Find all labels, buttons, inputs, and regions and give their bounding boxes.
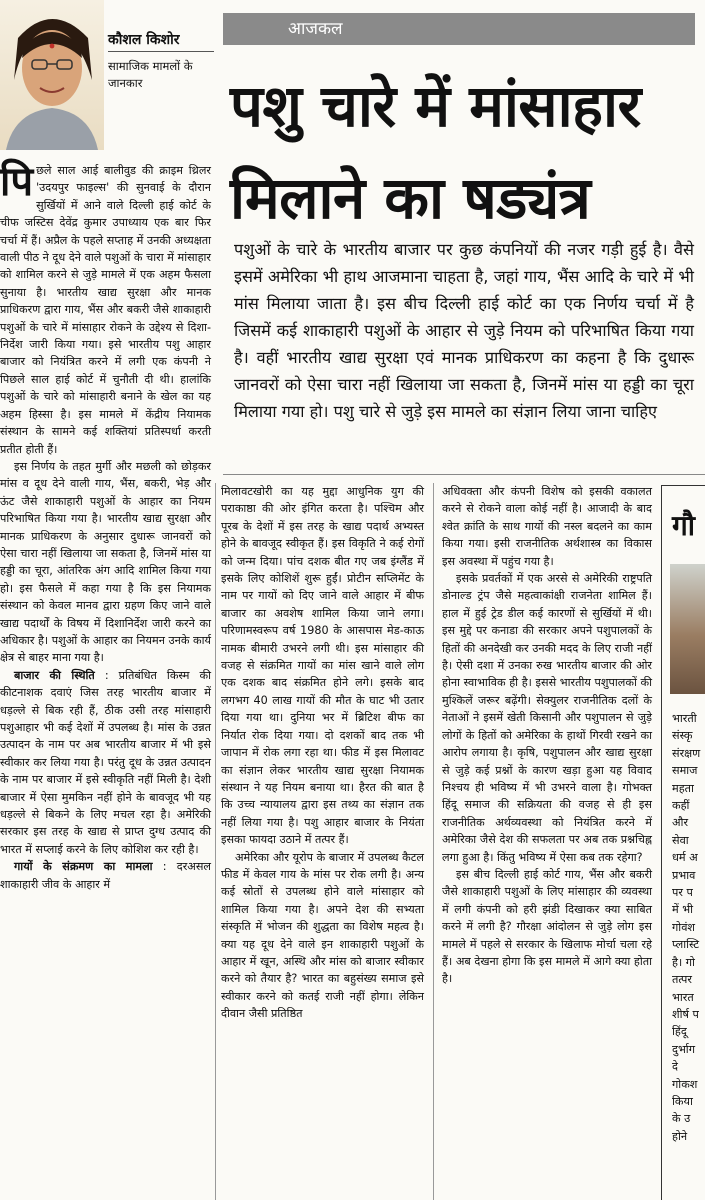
next-article-line: है। गो <box>672 955 695 969</box>
next-article-line: संस्कृ <box>672 729 693 743</box>
next-article-line: होने <box>672 1129 688 1143</box>
author-description: सामाजिक मामलों के जानकार <box>108 59 193 90</box>
paragraph-text: : दरअसल शाकाहारी जीव के आहार में <box>0 860 211 891</box>
next-article-line: धर्म अ <box>672 851 698 865</box>
paragraph: मिलावटखोरी का यह मुद्दा आधुनिक युग की पराकाष्ठा की ओर इंगित करता है। पश्चिम और पूरब के देशों में इस तरह के खाद्य पदार्थ अभ्यस्त होने के बावजूद स्वीकृत हैं। इस विकृति ने कई रोगों को जन्म दिया। पांच दशक बीत गए जब इंग्लैंड में इसके लिए कोशिशें शुरू हुईं। प्रोटीन सप्लिमेंट के नाम पर गायों को दिए जाने वाले आहार में बीफ बाजार का अवशेष शामिल किया जाने लगा। परिणामस्वरूप वर्ष 1980 के आसपास मेड-काऊ नामक बीमारी उभरने लगी थी। इस मांसाहार की वजह से संक्रमित गायों का मांस खाने वाले लोग एक दशक बाद संक्रमित होने लगे। इसके बाद लगभग 40 लाख गायों की मौत के घाट भी उतार दिया गया था। दुनिया भर में ब्रिटिश बीफ का निर्यात रोक दिया गया। दो दशकों बाद तक भी जापान में रोक लगा रहा था। फीड में इस मिलावट का संज्ञान लेकर भारतीय खाद्य सुरक्षा नियामक संस्थान ने यह नियम बनाया था। हैरत की बात है कि उच्च न्यायालय द्वारा इस तथ्य का संज्ञान तक नहीं लिया गया है। पशु आहार बाजार के नियंता इसका फायदा उठाने में तत्पर हैं। <box>221 485 424 847</box>
paragraph: अधिवक्ता और कंपनी विशेष को इसकी वकालत करने से रोकने वाला कोई नहीं है। आजादी के बाद श्वेत क्रांति के साथ गायों की नस्ल बदलने का काम किया गया। इसी राजनीतिक अर्थशास्त्र का विकास इस अवस्था में पहुंच गया है। <box>442 485 652 568</box>
standfirst: पशुओं के चारे के भारतीय बाजार पर कुछ कंपनियों की नजर गड़ी हुई है। वैसे इसमें अमेरिका भी हाथ आजमाना चाहता है, जहां गाय, भैंस आदि के चारे में भी मांस मिलाया जाता है। इस बीच दिल्ली हाई कोर्ट का एक निर्णय चर्चा में है जिसमें कई शाकाहारी पशुओं के आहार से जुड़े नियम को परिभाषित किया गया है। वहीं भारतीय खाद्य सुरक्षा एवं मानक प्राधिकरण का कहना है कि दुधारू जानवरों को ऐसा चारा नहीं खिलाया जा सकता है, जिनमें मांस या हड्डी का चूरा मिलाया गया हो। पशु चारे से जुड़े इस मामले का संज्ञान लिया जाना चाहिए <box>234 240 694 421</box>
paragraph-text: छले साल आई बालीवुड की क्राइम थ्रिलर 'उदयपुर फाइल्स' की सुनवाई के दौरान सुर्खियों में आने वाले दिल्ली हाई कोर्ट के चीफ जस्टिस देवेंद्र कुमार उपाध्याय एक बार फिर चर्चा में हैं। अप्रैल के पहले सप्ताह में उनकी अध्यक्षता वाली पीठ ने दूध देने वाले पशुओं के चारा में मांसाहार को शामिल करने से जुड़े मामले में एक अहम फैसला सुनाया है। भारतीय खाद्य सुरक्षा और मानक प्राधिकरण द्वारा गाय, भैंस और बकरी जैसे शाकाहारी पशुओं के चारे में मांसाहार रोकने के उद्देश्य से दिशा-निर्देश जारी किया गया। इसे भारतीय पशु आहार बाजार को नियंत्रित करने में लगी एक कंपनी ने पिछले साल हाई कोर्ट में चुनौती दी थी। हालांकि पशुओं के चारे को मांसाहारी बनाने के खेल का यह अहम हिस्सा है। इस मामले में केंद्रीय नियामक संस्थान के सामने कई शक्तियां प्रतिस्पर्धा करती प्रतीत होती हैं। <box>0 164 211 456</box>
next-article-line: सेवा <box>672 833 689 847</box>
paragraph: इसके प्रवर्तकों में एक अरसे से अमेरिकी राष्ट्रपति डोनाल्ड ट्रंप जैसे महत्वाकांक्षी राजनेता शामिल हैं। हाल में हुई ट्रेड डील कई कारणों से सुर्खियों में थी। इस मुद्दे पर कनाडा की सरकार अपने पशुपालकों के हितों की अनदेखी कर उनकी मदद के लिए राजी नहीं है। ऐसी दशा में उनका रुख भारतीय बाजार की ओर होना स्वाभाविक ही है। इससे भारतीय पशुपालकों की मुश्किलें जरूर बढ़ेंगी। सेक्युलर राजनीतिक दलों के नेताओं ने इसमें खेती किसानी और पशुपालन से जुड़े लोगों के हितों को अमेरिका के हाथों गिरवी रखने का आरोप लगाया है। कृषि, पशुपालन और खाद्य सुरक्षा से जुड़े कई प्रश्नों के कारण खड़ा हुआ यह विवाद निश्चय ही भविष्य में भी उभरने वाला है। गोभक्त हिंदू समाज की सक्रियता की वजह से ही इस राजनीतिक अर्थव्यवस्था को नियंत्रित करने में अमेरिका जैसे देश की सफलता पर अब तक प्रश्नचिह्न लगा हुआ है। किंतु भविष्य में ऐसा कब तक रहेगा? <box>442 572 652 864</box>
paragraph: अमेरिका और यूरोप के बाजार में उपलब्ध कैटल फीड में केवल गाय के मांस पर रोक लगी है। अन्य कई स्रोतों से उपलब्ध होने वाले मांसाहार को शामिल किया गया है। अपने देश की सभ्यता संस्कृति में भोजन की शुद्धता का विशेष महत्व है। क्या यह दूध देने वाले इन शाकाहारी पशुओं के आहार में खून, अस्थि और मांस को बाजार स्वीकार करने को तैयार है? भारत का बहुसंख्य समाज इसे स्वीकार करने को कतई राजी नहीं होगा। लेकिन दीवान जैसी प्रतिष्ठित <box>221 850 424 1021</box>
article-column-2 <box>221 483 424 1023</box>
next-article-line: दुर्भाग <box>672 1042 696 1056</box>
author-photo <box>0 0 104 150</box>
next-article-line: प्लास्टि <box>672 938 700 952</box>
next-article-line: समाज <box>672 764 698 778</box>
subheading: बाजार की स्थिति <box>14 668 95 682</box>
next-article-line: और <box>672 816 689 830</box>
next-article-line: शीर्ष प <box>672 1007 699 1021</box>
subheading: गायों के संक्रमण का मामला <box>14 860 153 874</box>
paragraph: इस निर्णय के तहत मुर्गी और मछली को छोड़कर मांस व दूध देने वाली गाय, भैंस, बकरी, भेड़ और ऊंट जैसे शाकाहारी पशुओं के आहार का नियम परिभाषित किया गया है। भारतीय खाद्य सुरक्षा और मानक प्राधिकरण के अनुसार दुधारू जानवरों को ऐसा चारा नहीं खिलाया जा सकता है, जिनमें मांस या हड्डी का चूरा, आंतरिक अंग आदि शामिल किया गया हो। इस फैसले में कहा गया है कि इस नियामक संस्थान को केवल मानव द्वारा ग्रहण किए जाने वाले खाद्य पदार्थों के विषय में दिशानिर्देश जारी करने का अधिकार है। पशुओं के आहार का नियमन उनके कार्य क्षेत्र से बाहर माना गया है। <box>0 459 211 665</box>
headline-line-1: पशु चारे में मांसाहार <box>230 72 641 140</box>
next-article-line: किया <box>672 1094 693 1108</box>
next-article-line: संरक्षण <box>672 746 701 760</box>
paragraph: इस बीच दिल्ली हाई कोर्ट गाय, भैंस और बकरी जैसे शाकाहारी पशुओं के लिए मांसाहार की व्यवस्था में लगी कंपनी को हरी झंडी दिखाकर क्या साबित करने में लगी है? गौरक्षा आंदोलन से जुड़े लोग इस मामले में पहले से सरकार के खिलाफ मोर्चा चला रहे हैं। अब देखना होगा कि इस मामले में आगे क्या होता है। <box>442 867 652 986</box>
next-article-line: भारत <box>672 990 694 1004</box>
next-article-line: में भी <box>672 903 694 917</box>
author-portrait-illustration <box>0 0 104 150</box>
next-article-line: दे <box>672 1060 678 1074</box>
next-article-photo <box>670 564 705 694</box>
section-tag: आजकल <box>223 13 695 45</box>
article-column-3 <box>442 483 652 988</box>
next-article-line: महता <box>672 781 694 795</box>
next-article-line: हिंदू <box>672 1025 687 1039</box>
author-name: कौशल किशोर <box>108 32 180 48</box>
paragraph <box>0 667 211 858</box>
next-article-line: के उ <box>672 1112 691 1126</box>
drop-cap: पि <box>0 158 34 205</box>
standfirst-divider <box>223 474 705 475</box>
next-article-box <box>661 485 705 1200</box>
next-article-line: प्रभाव <box>672 868 696 882</box>
column-rule <box>433 483 434 1200</box>
headline <box>230 60 700 244</box>
article-column-1 <box>0 158 211 893</box>
next-article-line: गोवंश <box>672 920 696 934</box>
headline-line-2: मिलाने का षड्यंत्र <box>230 164 591 232</box>
next-article-line: पर प <box>672 886 693 900</box>
next-article-line: कहीं <box>672 799 690 813</box>
next-article-line: तत्पर <box>672 973 692 987</box>
paragraph-text: : प्रतिबंधित किस्म की कीटनाशक दवाएं जिस तरह भारतीय बाजार में धड़ल्ले से बिक रही हैं, ठीक उसी तरह मांसाहारी पशुआहार भी कई देशों में उपलब्ध है। मांस के उन्नत उत्पादन के नाम पर अब भारतीय बाजार में भी इसे स्वीकार कर लिया गया है। परंतु दूध के उन्नत उत्पादन के नाम पर बाजार में इसे स्वीकृति नहीं मिली है। देशी बाजार में ऐसा मुमकिन नहीं होने के बावजूद भी यह धड़ल्ले से बिकने के लिए मचल रहा है। अमेरिकी सरकार इस तरह के खाद्य से प्राप्त दुग्ध उत्पाद की भारत में सप्लाई करने के लिए कोशिश कर रही है। <box>0 668 211 856</box>
paragraph <box>0 158 211 458</box>
next-article-title: गौ <box>672 509 696 542</box>
next-article-text <box>672 710 705 1145</box>
column-rule <box>215 483 216 1200</box>
next-article-line: भारती <box>672 712 697 725</box>
paragraph <box>0 858 211 893</box>
author-divider <box>108 51 214 52</box>
next-article-line: गोकश <box>672 1077 698 1091</box>
